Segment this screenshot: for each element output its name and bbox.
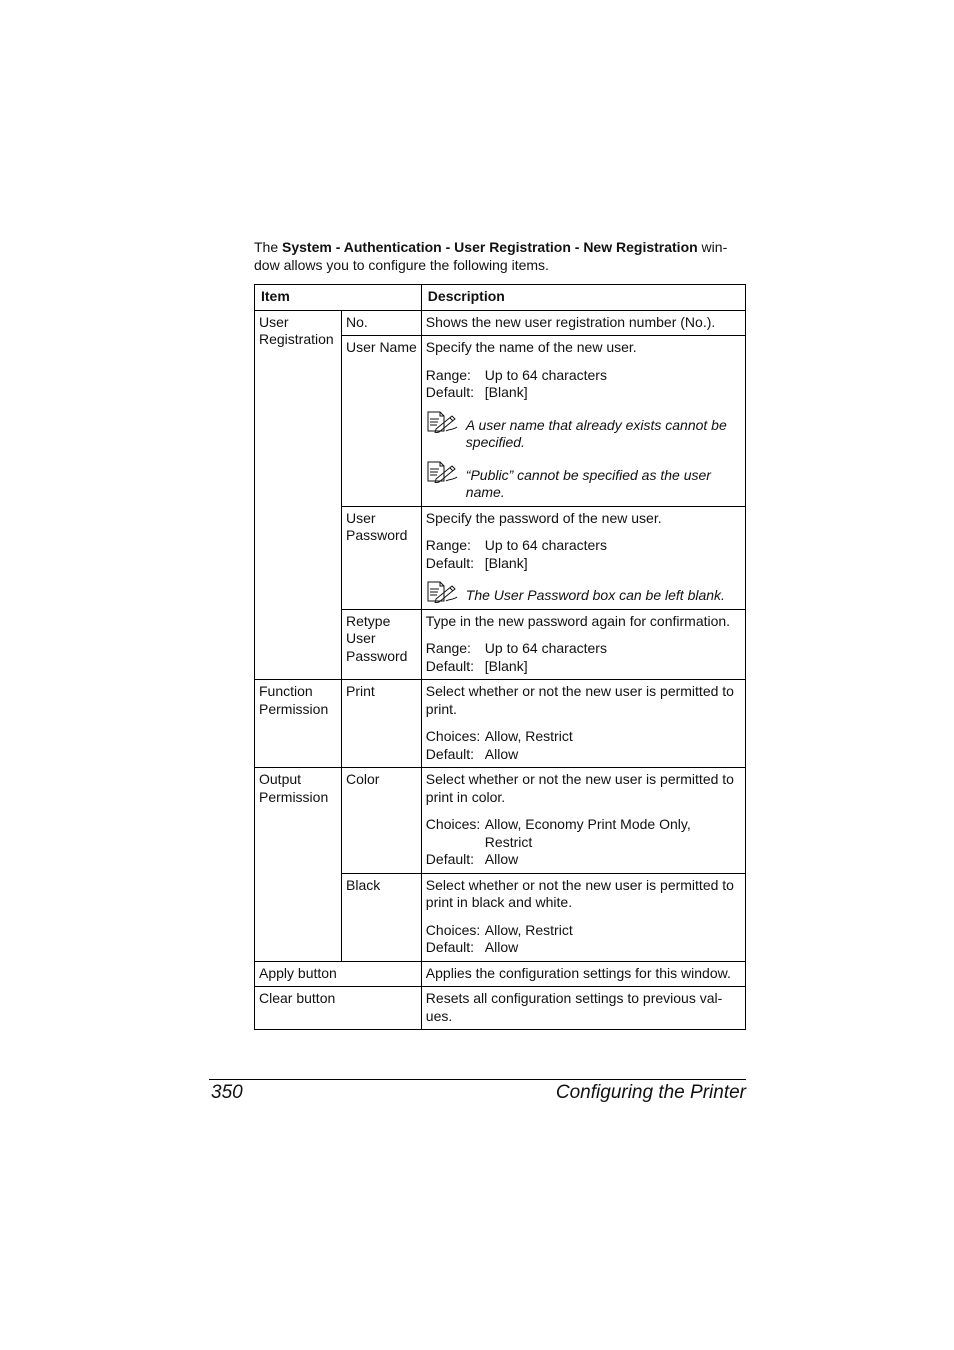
default-value: [Blank] <box>484 554 528 571</box>
choices-label: Choices: <box>425 921 481 938</box>
note-text: The User Password box can be left blank. <box>465 587 725 603</box>
item-no: No. <box>342 310 422 336</box>
note-text: A user name that already exists cannot be specified. <box>465 416 727 450</box>
default-line <box>426 555 741 573</box>
choices-value: Allow, Restrict <box>484 921 573 938</box>
desc-color <box>421 768 745 874</box>
default-label: Default: <box>425 939 475 955</box>
desc-black <box>421 873 745 961</box>
intro-paragraph <box>254 238 746 274</box>
group-user-registration: User Registration <box>255 310 342 680</box>
note-pencil-icon <box>426 411 460 433</box>
desc-text: Specify the name of the new user. <box>425 339 637 355</box>
intro-window-path: System - Authentication - User Registration - New Registration <box>282 239 698 255</box>
desc-apply-button <box>421 961 745 987</box>
note-block <box>426 460 741 502</box>
desc-no <box>421 310 745 336</box>
intro-post: win-dow allows you to configure the following items. <box>254 239 728 273</box>
range-value: Up to 64 characters <box>484 366 607 383</box>
desc-clear-button <box>421 987 745 1030</box>
desc-retype-password <box>421 609 745 680</box>
default-line <box>426 851 741 869</box>
default-label: Default: <box>425 384 475 400</box>
group-function-permission: Function Permission <box>255 680 342 768</box>
default-value: Allow <box>484 939 519 955</box>
desc-text: Specify the password of the new user. <box>425 509 662 526</box>
table-header-row <box>255 285 746 311</box>
range-value: Up to 64 characters <box>484 537 607 553</box>
note-block <box>426 410 741 452</box>
desc-user-password <box>421 506 745 609</box>
choices-line <box>426 728 741 746</box>
default-value: [Blank] <box>484 657 528 674</box>
desc-print <box>421 680 745 768</box>
header-item: Item <box>255 285 422 311</box>
range-label: Range: <box>425 537 471 553</box>
default-line <box>426 939 741 957</box>
settings-table <box>254 284 746 1030</box>
range-label: Range: <box>425 366 471 383</box>
chapter-title: Configuring the Printer <box>555 1082 746 1103</box>
default-label: Default: <box>425 745 475 762</box>
note-block <box>426 580 741 605</box>
item-color: Color <box>342 768 422 874</box>
desc-text: Resets all configuration settings to previous val-ues. <box>425 990 723 1024</box>
item-retype-password: Retype User Password <box>342 609 422 680</box>
default-value: [Blank] <box>484 384 528 400</box>
header-description: Description <box>421 285 745 311</box>
choices-label: Choices: <box>425 728 481 744</box>
desc-text: Applies the configuration settings for this window. <box>425 964 731 981</box>
choices-label: Choices: <box>425 816 481 832</box>
choices-value: Allow, Economy Print Mode Only, <box>484 816 691 832</box>
choices-line <box>426 922 741 940</box>
desc-user-name <box>421 336 745 507</box>
item-clear-button: Clear button <box>255 987 422 1030</box>
note-pencil-icon <box>426 581 460 603</box>
table-row <box>255 680 746 768</box>
intro-pre: The <box>254 239 283 255</box>
note-text: “Public” cannot be specified as the user name. <box>465 466 711 500</box>
default-line <box>426 746 741 764</box>
default-label: Default: <box>425 851 475 867</box>
desc-text: Select whether or not the new user is permitted to print in black and white. <box>425 876 734 910</box>
default-label: Default: <box>425 657 475 674</box>
range-line <box>426 537 741 555</box>
item-user-name: User Name <box>342 336 422 507</box>
group-output-permission: Output Permission <box>255 768 342 962</box>
page-number: 350 <box>211 1082 243 1103</box>
desc-text: Select whether or not the new user is permitted to print in color. <box>425 771 734 805</box>
item-apply-button: Apply button <box>255 961 422 987</box>
desc-text: Select whether or not the new user is permitted to print. <box>425 683 734 717</box>
choices-value-continued: Restrict <box>484 833 533 850</box>
range-value: Up to 64 characters <box>484 640 607 656</box>
default-line <box>426 658 741 676</box>
range-line <box>426 640 741 658</box>
default-value: Allow <box>484 745 519 762</box>
range-line <box>426 367 741 385</box>
item-user-password: User Password <box>342 506 422 609</box>
item-black: Black <box>342 873 422 961</box>
range-label: Range: <box>425 640 471 656</box>
item-print: Print <box>342 680 422 768</box>
default-label: Default: <box>425 554 475 571</box>
choices-value: Allow, Restrict <box>484 728 573 744</box>
note-pencil-icon <box>426 461 460 483</box>
table-row <box>255 310 746 336</box>
default-line <box>426 384 741 402</box>
desc-text: Shows the new user registration number (No.). <box>425 313 716 330</box>
default-value: Allow <box>484 851 519 867</box>
table-row <box>255 768 746 874</box>
footer-rule <box>209 1079 746 1080</box>
table-row <box>255 987 746 1030</box>
table-row <box>255 961 746 987</box>
choices-line <box>426 816 741 834</box>
desc-text: Type in the new password again for confirmation. <box>425 612 731 629</box>
